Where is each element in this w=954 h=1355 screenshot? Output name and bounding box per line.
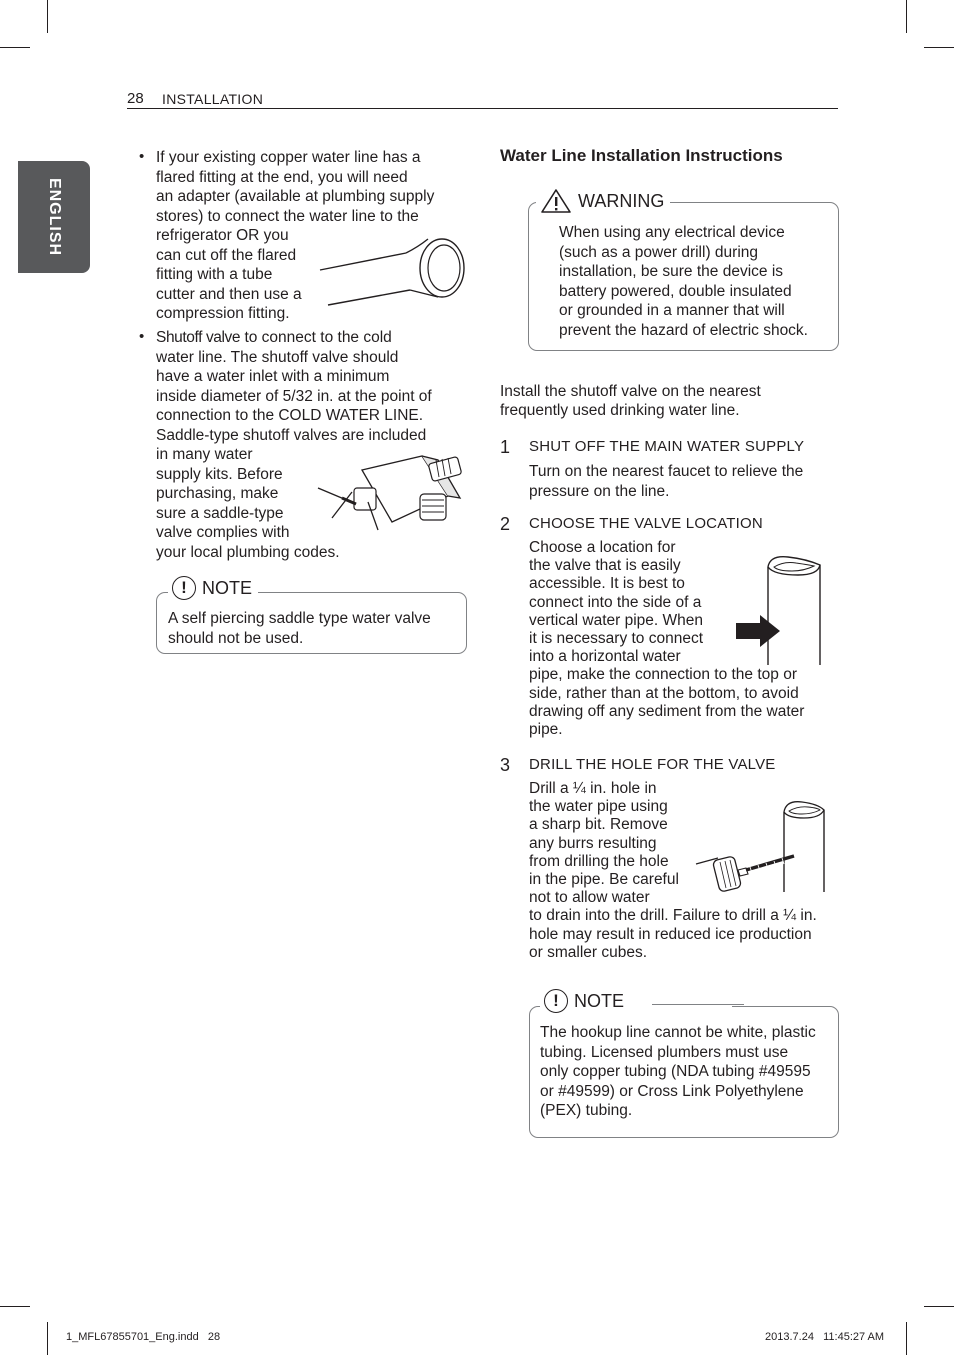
- crop-mark: [906, 0, 907, 33]
- note-text-right: [540, 1023, 816, 1121]
- note-title-left: [168, 576, 258, 600]
- text-line: Saddle-type shutoff valves are included: [156, 426, 427, 444]
- text-line: [156, 328, 432, 348]
- bullet-1-marker: •: [139, 148, 145, 165]
- text-line: When using any electrical device: [559, 224, 785, 241]
- text-line: side, rather than at the bottom, to avoid: [529, 684, 799, 702]
- step-1-heading: SHUT OFF THE MAIN WATER SUPPLY: [529, 438, 805, 455]
- text-line: tubing. Licensed plumbers must use: [540, 1043, 789, 1061]
- text-line: Drill a ¼ in. hole in: [529, 780, 657, 797]
- step-2-heading: CHOOSE THE VALVE LOCATION: [529, 515, 763, 532]
- text-line: only copper tubing (NDA tubing #49595: [540, 1063, 811, 1080]
- language-tab: [18, 161, 90, 273]
- note-title-rule: [652, 1004, 744, 1005]
- text-line: If your existing copper water line has a: [156, 149, 421, 166]
- text-line: stores) to connect the water line to the: [156, 207, 419, 225]
- text-line: or smaller cubes.: [529, 943, 648, 961]
- text-line: valve complies with: [156, 524, 290, 541]
- warning-text: [559, 223, 808, 340]
- text-line: sure a saddle-type: [156, 504, 284, 522]
- text-line: battery powered, double insulated: [559, 282, 792, 300]
- text-line: vertical water pipe. When: [529, 611, 704, 629]
- text-line: pipe.: [529, 721, 563, 739]
- text-line: prevent the hazard of electric shock.: [559, 321, 808, 339]
- text-line: hole may result in reduced ice production: [529, 925, 812, 943]
- step-1-number: 1: [500, 437, 511, 457]
- text-line: connection to the COLD WATER LINE.: [156, 407, 424, 424]
- text-line: Choose a location for: [529, 539, 676, 556]
- note-text-left: [168, 609, 431, 648]
- crop-mark: [924, 1306, 954, 1307]
- step-1-text: [529, 462, 803, 501]
- text-line: accessible. It is best to: [529, 575, 685, 593]
- text-line: or #49599) or Cross Link Polyethylene: [540, 1082, 804, 1100]
- note-label: NOTE: [202, 577, 253, 598]
- step-2-number: 2: [500, 514, 511, 534]
- text-line: A self piercing saddle type water valve: [168, 610, 431, 627]
- vertical-pipe-illustration: [734, 553, 826, 667]
- text-line: pipe, make the connection to the top or: [529, 666, 797, 684]
- text-line: the valve that is easily: [529, 557, 681, 575]
- text-line: refrigerator OR you: [156, 227, 289, 244]
- footer-timestamp: 2013.7.24 11:45:27 AM: [765, 1331, 885, 1343]
- crop-mark: [47, 0, 48, 33]
- footer-filename: 1_MFL67855701_Eng.indd 28: [66, 1331, 221, 1343]
- text-line: compression fitting.: [156, 305, 290, 322]
- text-line: in the pipe. Be careful: [529, 871, 679, 889]
- text-line: Turn on the nearest faucet to relieve the: [529, 463, 804, 480]
- text-line: inside diameter of 5/32 in. at the point of: [156, 387, 432, 405]
- text-line: any burrs resulting: [529, 834, 657, 852]
- flared-pipe-illustration: [318, 235, 470, 310]
- text-line: cutter and then use a: [156, 285, 302, 303]
- text-line: connect into the side of a: [529, 593, 702, 611]
- text-line: the water pipe using: [529, 798, 668, 816]
- note-label: NOTE: [574, 990, 625, 1011]
- text-line: a sharp bit. Remove: [529, 816, 668, 834]
- drill-pipe-illustration: [690, 798, 830, 896]
- crop-mark: [924, 47, 954, 48]
- crop-mark: [906, 1322, 907, 1355]
- text-line: it is necessary to connect: [529, 630, 704, 648]
- page-number: 28: [127, 90, 144, 107]
- warning-label: WARNING: [578, 190, 665, 211]
- text-line: Install the shutoff valve on the nearest: [500, 383, 761, 400]
- step-3-number: 3: [500, 755, 511, 775]
- text-line: purchasing, make: [156, 485, 279, 502]
- note-title-right: [540, 989, 732, 1013]
- exclamation-circle-icon: !: [544, 989, 568, 1013]
- text-line: fitting with a tube: [156, 266, 273, 283]
- header-rule: [127, 108, 838, 109]
- text-line: in many water: [156, 446, 253, 463]
- text-line: into a horizontal water: [529, 648, 681, 666]
- crop-mark: [47, 1322, 48, 1355]
- text-line: should not be used.: [168, 629, 304, 647]
- intro-text: [500, 383, 761, 420]
- warning-triangle-icon: [540, 188, 572, 214]
- saddle-valve-illustration: [312, 452, 470, 534]
- text-line: drawing off any sediment from the water: [529, 702, 805, 720]
- text-line: not to allow water: [529, 889, 650, 907]
- language-tab-label: ENGLISH: [46, 177, 63, 257]
- text-line: supply kits. Before: [156, 465, 283, 483]
- bullet-2-marker: •: [139, 328, 145, 345]
- step-3-heading: DRILL THE HOLE FOR THE VALVE: [529, 756, 776, 773]
- text-line: (PEX) tubing.: [540, 1102, 633, 1119]
- text-line: or grounded in a manner that will: [559, 302, 785, 319]
- text-line: pressure on the line.: [529, 482, 670, 500]
- text-line: frequently used drinking water line.: [500, 401, 740, 419]
- text-line: water line. The shutoff valve should: [156, 348, 399, 366]
- warning-title: [536, 188, 670, 214]
- text-line: (such as a power drill) during: [559, 243, 759, 261]
- text-line: your local plumbing codes.: [156, 543, 340, 561]
- text-fragment: to connect to the cold: [240, 329, 392, 346]
- section-heading: Water Line Installation Instructions: [500, 146, 783, 165]
- text-line: The hookup line cannot be white, plastic: [540, 1024, 816, 1041]
- text-line: have a water inlet with a minimum: [156, 368, 390, 385]
- text-line: can cut off the flared: [156, 246, 297, 264]
- section-title: INSTALLATION: [162, 91, 264, 107]
- text-line: flared fitting at the end, you will need: [156, 168, 408, 186]
- text-line: installation, be sure the device is: [559, 263, 784, 280]
- crop-mark: [0, 1306, 30, 1307]
- crop-mark: [0, 47, 30, 48]
- exclamation-circle-icon: !: [172, 576, 196, 600]
- text-line: an adapter (available at plumbing supply: [156, 188, 435, 205]
- text-line: to drain into the drill. Failure to drill a ¼ in.: [529, 907, 817, 925]
- shutoff-valve-term: Shutoff valve: [156, 329, 241, 346]
- text-line: from drilling the hole: [529, 852, 669, 870]
